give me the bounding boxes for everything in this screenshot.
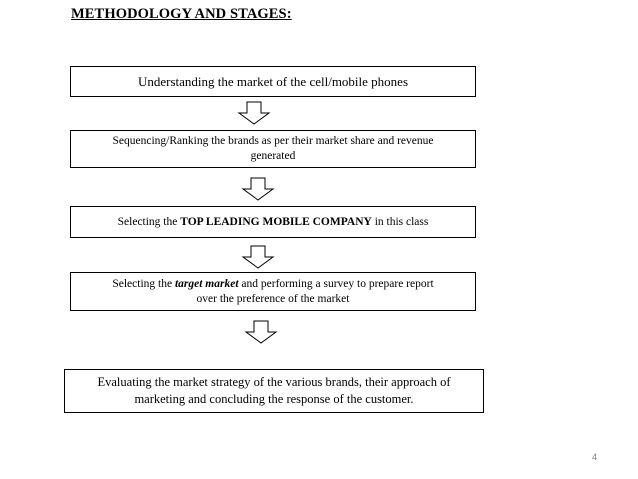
step-3-text-before: Selecting the <box>117 215 181 228</box>
step-4-text-before: Selecting the <box>112 277 175 290</box>
down-arrow-icon <box>241 177 275 201</box>
step-2-line-2: generated <box>250 150 296 162</box>
step-4-text-after: and performing a survey to prepare report <box>238 277 434 290</box>
step-2-line-1: Sequencing/Ranking the brands as per their market share and revenue <box>112 135 434 147</box>
step-1-box <box>70 66 476 97</box>
step-4-line-2: over the preference of the market <box>196 292 350 305</box>
step-3-text-after: in this class <box>371 215 429 228</box>
down-arrow-icon <box>237 101 271 125</box>
step-4-emphasis: target market <box>174 277 239 290</box>
step-3-box <box>70 206 476 238</box>
page-title: METHODOLOGY AND STAGES: <box>71 6 292 22</box>
step-4-box <box>70 272 476 311</box>
down-arrow-icon <box>244 320 278 344</box>
step-5-box <box>64 369 484 413</box>
step-3-emphasis: TOP LEADING MOBILE COMPANY <box>180 215 372 228</box>
step-5-line-1: Evaluating the market strategy of the various brands, their approach of <box>97 375 451 389</box>
page-number: 4 <box>592 452 598 462</box>
step-1-text: Understanding the market of the cell/mobile phones <box>137 74 409 89</box>
step-5-line-2: marketing and concluding the response of the customer. <box>134 392 414 406</box>
down-arrow-icon <box>241 245 275 269</box>
step-2-box <box>70 130 476 168</box>
